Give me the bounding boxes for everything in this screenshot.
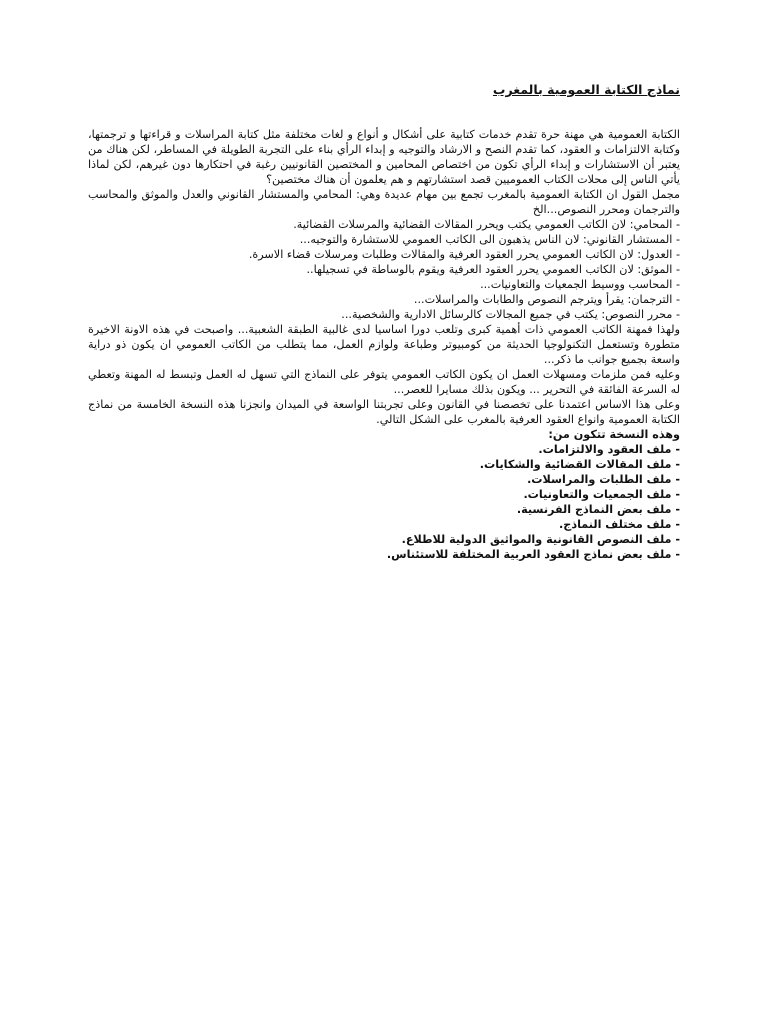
contents-heading: وهذه النسخة تتكون من: <box>548 428 680 441</box>
role-notary: - الموثق: لان الكاتب العمومي يحرر العقود العرفية ويقوم بالوساطة في تسجيلها.. <box>306 263 680 276</box>
role-legal-advisor: - المستشار القانوني: لان الناس يذهبون الى الكاتب العمومي للاستشارة والتوجيه... <box>299 233 680 246</box>
summary-paragraph: مجمل القول ان الكتابة العمومية بالمغرب تجمع بين مهام عديدة وهي: المحامي والمستشار القانوني والعدل والموثق والمحاسب والترجمان ومحرر النصوص...الخ <box>88 188 680 216</box>
role-translator: - الترجمان: يقرأ ويترجم النصوص والطابات والمراسلات... <box>413 293 680 306</box>
requirements-paragraph: وعليه فمن ملزمات ومسهلات العمل ان يكون الكاتب العمومي يتوفر على النماذج التي تسهل له العمل وتبسط له المهنة وتعطي له السرعة الفائقة في التحرير ... ويكون بذلك مسايرا للعصر... <box>88 368 680 396</box>
contents-item: - ملف بعض نماذج العقود العربية المختلفة للاستئناس. <box>386 548 680 561</box>
contents-item: - ملف بعض النماذج الفرنسية. <box>516 503 680 516</box>
importance-paragraph: ولهذا فمهنة الكاتب العمومي ذات أهمية كبرى وتلعب دورا اساسيا لدى غالبية الطبقة الشعبية... واصبحت في هذه الاونة الاخيرة متطورة وتستعمل التكنولوجيا الحديثة من كومبيوتر وطباعة ولوازم العمل، مما يتطلب من الكاتب العمومي ان يكون ذو دراية واسعة بجميع جوانب ما ذكر... <box>88 323 680 366</box>
contents-item: - ملف الجمعيات والتعاونيات. <box>523 488 680 501</box>
contents-item: - ملف المقالات القضائية والشكايات. <box>479 458 680 471</box>
role-accountant: - المحاسب ووسيط الجمعيات والتعاونيات... <box>480 278 680 291</box>
contents-item: - ملف العقود والالتزامات. <box>538 443 680 456</box>
intro-paragraph: الكتابة العمومية هي مهنة حرة تقدم خدمات كتابية على أشكال و أنواع و لغات مختلفة مثل كتابة المراسلات و قراءتها و ترجمتها، وكتابة الالتزامات و العقود، كما تقدم النصح و الارشاد والتوجيه و إبداء الرأي بناء على التجربة الطويلة في المساطر، لكن هناك من يعتبر أن الاستشارات و إبداء الرأي تكون من اختصاص المحامين و المختصين القانونيين رغبة في احتكارها دون غيرهم، لكن لماذا يأتي الناس إلى محلات الكتاب العموميين قصد استشارتهم و هم يعلمون أن هناك مختصين؟ <box>88 128 680 186</box>
contents-item: - ملف النصوص القانونية والمواثيق الدولية للاطلاع. <box>401 533 680 546</box>
role-adoul: - العدول: لان الكاتب العمومي يحرر العقود العرفية والمقالات وطلبات ومرسلات قضاء الاسرة. <box>248 248 680 261</box>
document-page <box>88 82 680 562</box>
contents-item: - ملف الطلبات والمراسلات. <box>527 473 680 486</box>
document-title: نماذج الكتابة العمومية بالمغرب <box>492 82 680 97</box>
role-lawyer: - المحامي: لان الكاتب العمومي يكتب ويحرر المقالات القضائية والمرسلات القضائية. <box>293 218 680 231</box>
role-text-editor: - محرر النصوص: يكتب في جميع المجالات كالرسائل الادارية والشخصية... <box>341 308 680 321</box>
contents-item: - ملف مختلف النماذج. <box>559 518 680 531</box>
basis-paragraph: وعلى هذا الاساس اعتمدنا على تخصصنا في القانون وعلى تجربتنا الواسعة في الميدان وانجزنا هذه النسخة الخامسة من نماذج الكتابة العمومية وانواع العقود العرفية بالمغرب على الشكل التالي. <box>88 398 680 426</box>
